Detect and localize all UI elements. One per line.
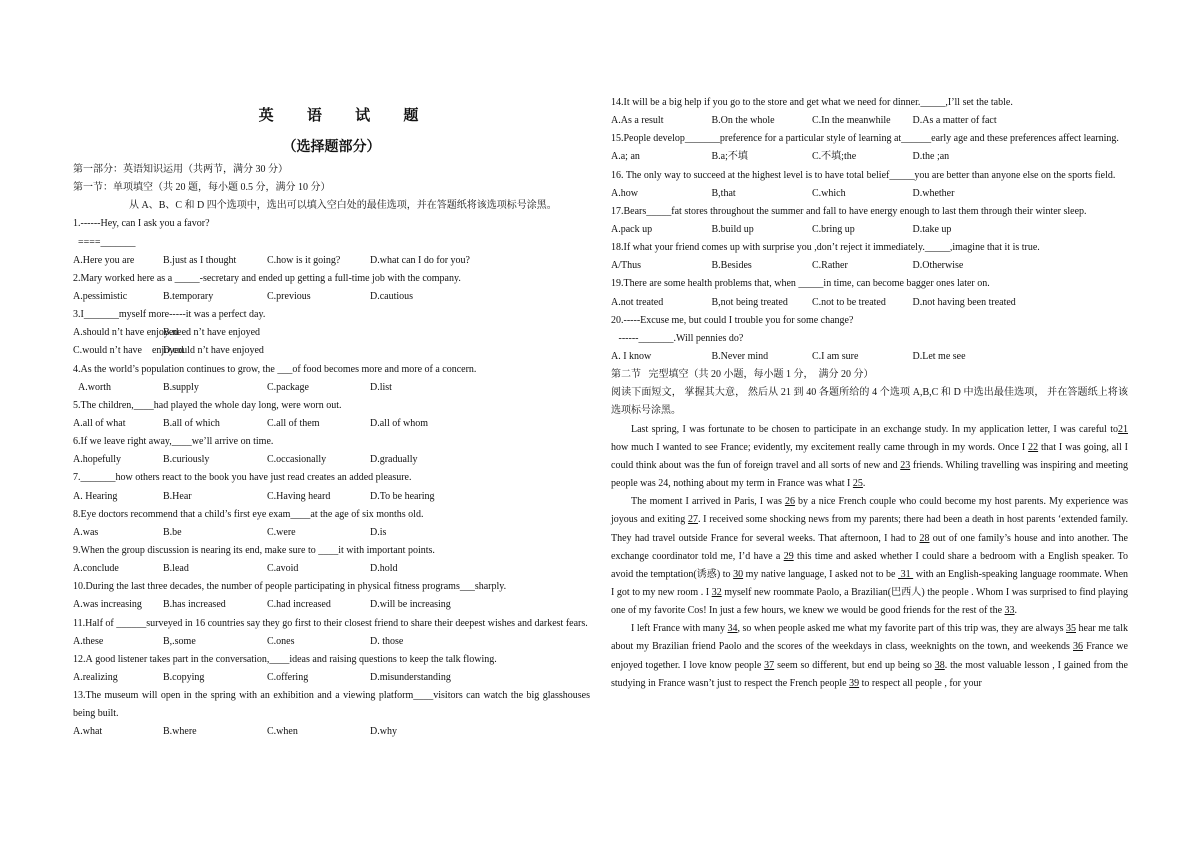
option: C.bring up: [812, 224, 855, 236]
option: C.had increased: [267, 599, 331, 611]
option: D.whether: [912, 187, 955, 199]
option: A/Thus: [611, 260, 641, 272]
option: D.As a matter of fact: [912, 115, 997, 127]
option: D.misunderstanding: [370, 671, 451, 683]
blank-number: 37: [764, 659, 775, 671]
option: C.Having heard: [267, 490, 331, 502]
option: C.not to be treated: [812, 296, 886, 308]
option: A.should n’t have enjoyed: [73, 327, 179, 339]
options-row: [73, 252, 590, 270]
passage-text: hear me talk about my Brazilian friend Paolo and the scores of the weekdays in class, weeknights on the town, and weekends: [611, 623, 1129, 653]
options-row: [73, 524, 590, 542]
option: C.In the meanwhile: [812, 115, 891, 127]
option: D.Otherwise: [912, 260, 964, 272]
blank-number: 25: [852, 478, 863, 490]
question-text: 3.I_______myself more-----it was a perfect day.: [73, 309, 266, 321]
option: D.could n’t have enjoyed: [163, 345, 264, 357]
options-row: [73, 379, 590, 397]
options-row: [73, 560, 590, 578]
blank-number: 23: [900, 459, 911, 471]
question-text: 11.Half of ______surveyed in 16 countries say they go first to their closest friend to share their deepest wishes and darkest fears.: [73, 617, 588, 629]
option: A.conclude: [73, 563, 119, 575]
options-row: [611, 221, 1128, 239]
options-row: [73, 596, 590, 614]
passage-text: out of one family’s house and into another. The exchange coordinator told me, I’d have a: [611, 532, 1128, 562]
passage-text: this time and asked whether I could share a bedroom with a English speaker. To avoid the temptation(诱惑) to: [611, 550, 1128, 580]
option: C.all of them: [267, 417, 320, 429]
option: A.Here you are: [73, 254, 135, 266]
option: C.were: [267, 526, 296, 538]
passage-text: .: [1014, 605, 1018, 617]
questions-14-20: [611, 94, 1128, 421]
passage-text: to respect all people , for your: [859, 677, 982, 689]
questions-1-13: [73, 161, 590, 742]
blank-number: 22: [1028, 441, 1039, 453]
question-text: 8.Eye doctors recommend that a child’s first eye exam____at the age of six months old.: [73, 508, 424, 520]
question-text: 第一部分：英语知识运用（共两节，满分 30 分）: [73, 164, 288, 175]
passage-text: France we enjoyed together. I love know people: [611, 641, 1128, 671]
exam-title: 英 语 试 题: [258, 106, 433, 124]
question-text: 2.Mary worked here as a _____-secretary and ended up getting a full-time job with the company.: [73, 272, 461, 284]
options-row: [73, 669, 590, 687]
option: D.the ;an: [912, 151, 950, 163]
blank-number: 29: [783, 550, 794, 562]
option: A.a; an: [611, 151, 640, 163]
option: C.previous: [267, 290, 311, 302]
option: A. Hearing: [73, 490, 118, 502]
option: A.worth: [73, 381, 112, 393]
question-text: ====_______: [73, 236, 136, 248]
option: D.what can I do for you?: [370, 254, 470, 266]
blank-number: 35: [1066, 623, 1076, 635]
passage-text: how much I wanted to see France; evidently, my excitement really came through in my words. Once I: [611, 441, 1029, 453]
option: D.gradually: [370, 454, 418, 466]
option: C.不填;the: [812, 151, 857, 163]
option: C.would n’t have enjoyed: [73, 345, 184, 357]
option: A.all of what: [73, 417, 126, 429]
right-column: [611, 94, 1128, 693]
option: B.where: [163, 726, 197, 738]
blank-number: 28: [919, 532, 930, 544]
options-row: [73, 633, 590, 651]
options-row: [611, 348, 1128, 366]
question-text: 12.A good listener takes part in the conversation,____ideas and raising questions to keep the talk flowing.: [73, 653, 497, 665]
options-row: [73, 288, 590, 306]
passage-text: Last spring, I was fortunate to be chosen to participate in an exchange study. In my application letter, I was careful to: [631, 423, 1118, 435]
option: A.what: [73, 726, 103, 738]
question-text: 5.The children,____had played the whole day long, were worn out.: [73, 399, 342, 411]
option: C.I am sure: [812, 351, 859, 362]
option: C.occasionally: [267, 454, 327, 466]
blank-number: 26: [784, 496, 795, 508]
passage-text: my native language, I asked not to be: [743, 568, 899, 580]
options-row: [73, 415, 590, 433]
option: A.pessimistic: [73, 290, 128, 302]
option: B.be: [163, 526, 182, 538]
option: B.build up: [711, 224, 754, 236]
options-row: [611, 294, 1128, 312]
option: C.ones: [267, 635, 295, 647]
blank-number: 21: [1118, 423, 1128, 435]
blank-number: 27: [687, 514, 698, 526]
question-text: 19.There are some health problems that, when _____in time, can become bagger ones later on.: [611, 278, 990, 290]
passage-text: that I was going, all I could think about was the fun of foreign travel and all sorts of new and: [611, 441, 1129, 471]
question-text: 14.It will be a big help if you go to the store and get what we need for dinner._____,I’ll set the table.: [611, 97, 1013, 108]
passage-text: I left France with many: [631, 623, 728, 635]
passage-text: with an English-speaking language roommate. When I got to my new room . I: [611, 568, 1129, 598]
option: B.Never mind: [711, 351, 769, 362]
option: D.cautious: [370, 290, 414, 302]
question-text: 4.As the world’s population continues to grow, the ___of food becomes more and more of a concern.: [73, 363, 477, 375]
option: D.all of whom: [370, 417, 429, 429]
blank-number: 36: [1073, 641, 1083, 653]
option: D.why: [370, 726, 397, 738]
option: B.supply: [163, 381, 199, 393]
passage-text: The moment I arrived in Paris, I was: [631, 496, 785, 508]
option: B.just as I thought: [163, 254, 237, 266]
passage-paragraph: [611, 620, 1128, 693]
option: D.list: [370, 381, 392, 393]
question-text: 20.-----Excuse me, but could I trouble you for some change?: [611, 314, 854, 326]
options-row: [611, 185, 1128, 203]
blank-number: 34: [727, 623, 738, 635]
passage-text: friends. Whiling travelling was inspiring and meeting people was 24, nothing about my term in France was what I: [611, 459, 1128, 490]
passage-paragraph: [611, 421, 1128, 494]
option: C.how is it going?: [267, 254, 341, 266]
option: B.all of which: [163, 417, 220, 429]
option: D.take up: [912, 224, 952, 236]
option: A.As a result: [611, 115, 664, 127]
question-text: 9.When the group discussion is nearing its end, make sure to ____it with important points.: [73, 544, 435, 556]
blank-number: 38: [934, 659, 945, 671]
option: A.was: [73, 526, 99, 538]
option: B.Besides: [711, 260, 752, 272]
option: B.temporary: [163, 290, 214, 302]
passage-text: . I received some shocking news from my parents; there had been a death in host parents ‘extended family. They had travel outside France for several weeks. That afternoon, I had to: [611, 514, 1128, 544]
option: C.which: [812, 187, 846, 199]
option: A.hopefully: [73, 454, 122, 466]
passage-text: seem so different, but end up being so: [774, 659, 935, 671]
option: C.package: [267, 381, 309, 393]
question-text: 17.Bears_____fat stores throughout the summer and fall to have energy enough to last them through their winter sleep.: [611, 205, 1087, 217]
question-text: 从 A、B、C 和 D 四个选项中，选出可以填入空白处的最佳选项，并在答题纸将该选项标号涂黑。: [129, 200, 557, 212]
passage-text: by a nice French couple who could become my host parents. My experience was joyous and exiting: [611, 496, 1128, 526]
question-text: 16. The only way to succeed at the highest level is to have total belief_____you are better than anyone else on the sports field.: [611, 169, 1116, 181]
blank-number: 39: [849, 677, 860, 689]
cloze-passage: [611, 421, 1128, 693]
option: B,not being treated: [711, 296, 788, 308]
passage-paragraph: [611, 493, 1128, 620]
option: A.these: [73, 635, 104, 647]
options-row: [611, 257, 1128, 275]
option: D.Let me see: [912, 351, 966, 362]
option: B.copying: [163, 671, 205, 683]
passage-text: , so when people asked me what my favorite part of this trip was, they are always: [737, 623, 1066, 635]
options-row: [611, 112, 1128, 130]
option: C.offering: [267, 671, 309, 683]
option: B.has increased: [163, 599, 226, 611]
option: A.pack up: [611, 224, 653, 236]
options-row: [73, 723, 590, 741]
question-text: ------_______.Will pennies do?: [611, 332, 744, 344]
passage-text: myself new roommate Paolo, a Brazilian(巴西人) the people . Whom I was surprised to find playing one of my favorite Cos! In just a few hours, we knew we would be good friends for the rest of the: [611, 587, 1129, 617]
option: C.Rather: [812, 260, 848, 272]
options-row: [73, 451, 590, 469]
option: A.not treated: [611, 296, 664, 308]
option: A. I know: [611, 351, 652, 362]
question-text: 6.If we leave right away,____we’ll arrive on time.: [73, 436, 274, 448]
option: B.need n’t have enjoyed: [163, 327, 261, 339]
option: C.avoid: [267, 563, 299, 575]
question-text: 18.If what your friend comes up with surprise you ,don’t reject it immediately._____,imagine that it is true.: [611, 242, 1040, 254]
option: B.a;不填: [711, 151, 748, 163]
question-text: 7._______how others react to the book you have just read creates an added pleasure.: [73, 472, 412, 484]
option: D.is: [370, 526, 387, 538]
options-row: [611, 148, 1128, 166]
options-row: [73, 324, 590, 342]
question-text: 阅读下面短文， 掌握其大意， 然后从 21 到 40 各题所给的 4 个选项 A,B,C 和 D 中选出最佳选项， 并在答题纸上将该选项标号涂黑。: [611, 387, 1128, 417]
question-text: 13.The museum will open in the spring with an exhibition and a viewing platform____visitors can watch the big glasshouses being built.: [73, 690, 590, 720]
question-text: 第一节：单项填空（共 20 题，每小题 0.5 分，满分 10 分）: [73, 182, 331, 194]
question-text: 15.People develop_______preference for a particular style of learning at______early age and these preferences affect learning.: [611, 133, 1119, 145]
option: C.when: [267, 726, 298, 738]
blank-number: 32: [711, 587, 722, 598]
option: D.will be increasing: [370, 599, 451, 611]
passage-text: .: [862, 478, 866, 490]
option: B.lead: [163, 563, 189, 575]
option: B.curiously: [163, 454, 210, 466]
option: B,that: [711, 187, 736, 199]
option: D. those: [370, 635, 404, 647]
question-text: 10.During the last three decades, the number of people participating in physical fitness programs___sharply.: [73, 581, 507, 593]
option: A.was increasing: [73, 599, 142, 611]
question-text: 第二节 完型填空（共 20 小题，每小题 1 分， 满分 20 分）: [611, 369, 874, 381]
option: B.On the whole: [711, 115, 775, 127]
blank-number: 30: [733, 568, 744, 580]
option: D.hold: [370, 563, 398, 575]
option: A.how: [611, 187, 638, 199]
question-text: 1.------Hey, can I ask you a favor?: [73, 218, 210, 230]
options-row: [73, 342, 590, 360]
option: D.not having been treated: [912, 296, 1016, 308]
option: D.To be hearing: [370, 490, 435, 502]
option: B,.some: [163, 635, 196, 647]
exam-subtitle: （选择题部分）: [282, 139, 381, 155]
option: A.realizing: [73, 671, 118, 683]
blank-number: 33: [1004, 605, 1015, 617]
blank-number: 31: [898, 568, 914, 580]
option: B.Hear: [163, 490, 192, 502]
passage-text: . the most valuable lesson , I gained from the studying in France wasn’t just to respect the French people: [611, 659, 1128, 689]
options-row: [73, 488, 590, 506]
